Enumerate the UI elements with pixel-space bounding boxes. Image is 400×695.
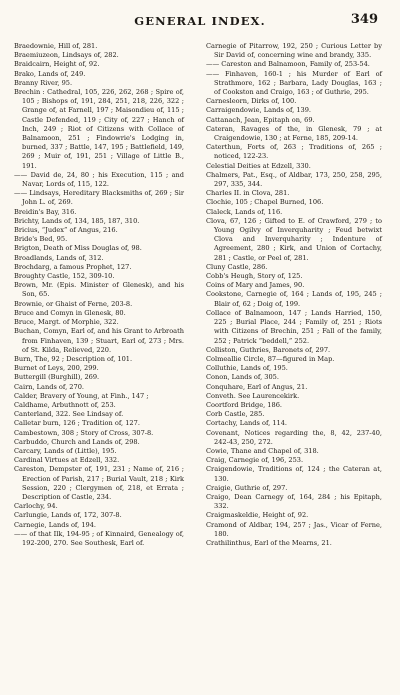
- index-entry: Craigmaskeldie, Height of, 92.: [206, 511, 309, 520]
- index-entry: Carlungie, Lands of, 172, 307-8.: [14, 511, 122, 520]
- index-entry: Clova, 67, 126 ; Gifted to E. of Crawford, 279 ; to Young Ogilvy of Inverquharity ; Feud betwixt Clova and Inverquharity ; Indenture of Agreement, 280 ; Kirk, and Union of Cortachy, 281 ; Castle, or Peel of, 281.: [206, 216, 382, 262]
- index-entry: Crathilinthus, Earl of the Mearns, 21.: [206, 538, 332, 547]
- index-entry: Brichty, Lands of, 134, 185, 187, 310.: [14, 216, 140, 225]
- index-entry: Braemiuzeon, Lindsays of, 282.: [14, 51, 119, 60]
- index-entry: —— David de, 24, 80 ; his Execution, 115 ; and Navar, Lords of, 115, 122.: [14, 170, 184, 189]
- index-entry: Cairn, Lands of, 270.: [14, 382, 84, 391]
- index-entry: Clochie, 105 ; Chapel Burned, 106.: [206, 198, 324, 207]
- index-entry: Conon, Lands of, 305.: [206, 373, 279, 382]
- index-entry: Broadlands, Lands of, 312.: [14, 253, 104, 262]
- index-entry: Brochdarg, a famous Prophet, 127.: [14, 262, 132, 271]
- index-entry: Cardinal Virtues at Edzell, 332.: [14, 456, 120, 465]
- index-entry: Charles II. in Clova, 281.: [206, 189, 290, 198]
- index-entry: Brako, Lands of, 249.: [14, 69, 86, 78]
- index-entry: Cambestown, 308 ; Story of Cross, 307-8.: [14, 428, 154, 437]
- index-entry: Caldhame, Arbuthnott of, 253.: [14, 400, 116, 409]
- index-entry: Celestial Deities at Edzell, 330.: [206, 161, 311, 170]
- index-column-left: [14, 42, 184, 548]
- index-entry: Craig, Carnegie of, 196, 253.: [206, 456, 304, 465]
- index-entry: Craigie, Guthrie of, 297.: [206, 483, 288, 492]
- index-entry: Bruce and Comyn in Glenesk, 80.: [14, 308, 126, 317]
- index-entry: Cobb's Heugh, Story of, 125.: [206, 272, 303, 281]
- index-entry: —— Careston and Balnamoon, Family of, 253-54.: [206, 60, 370, 69]
- index-entry: Carnegie of Pitarrow, 192, 250 ; Curious Letter by Sir David of, concerning wine and brandy, 335.: [206, 42, 382, 60]
- index-entry: Bruce, Margt. of Morphie, 322.: [14, 318, 119, 327]
- index-entry: Carlochy, 94.: [14, 502, 58, 511]
- index-entry: Cateran, Ravages of the, in Glenesk, 79 ; at Craigendowie, 130 ; at Ferne, 185, 209-14.: [206, 124, 382, 143]
- index-entry: Cramond of Aldbar, 194, 257 ; Jas., Vicar of Ferne, 180.: [206, 520, 382, 538]
- index-entry: Calder, Bravery of Young, at Finh., 147 ;: [14, 391, 149, 400]
- page-title: GENERAL INDEX.: [134, 14, 266, 28]
- index-entry: Collace of Balnamoon, 147 ; Lands Harried, 150, 225 ; Burial Place, 244 ; Family of, 251 ; Riots with Citizens of Brechin, 251 ; Fall of the family, 252 ; Patrick “beddell,” 252.: [206, 308, 382, 345]
- index-entry: Conquhare, Earl of Angus, 21.: [206, 382, 308, 391]
- index-entry: Colliston, Guthries, Baronets of, 297.: [206, 345, 331, 354]
- index-column-right: [206, 42, 382, 548]
- index-entry: Canterland, 322. See Lindsay of.: [14, 410, 124, 419]
- index-entry: Cowie, Thane and Chapel of, 318.: [206, 446, 319, 455]
- index-entry: Buchan, Comyn, Earl of, and his Grant to Arbroath from Finhaven, 139 ; Stuart, Earl of, 273 ; Mrs. of St. Kilda, Relieved, 220.: [14, 327, 184, 354]
- running-header: [0, 14, 400, 32]
- index-entry: Branny River, 95.: [14, 78, 73, 87]
- index-entry: —— Finhaven, 160-1 ; his Murder of Earl of Strathmore, 162 ; Barbara, Lady Douglas, 163 ; of Cookston and Craigo, 163 ; of Guthrie, 295.: [206, 69, 382, 97]
- index-entry: Craigendowie, Traditions of, 124 ; the Cateran at, 130.: [206, 465, 382, 483]
- index-entry: —— Lindsays, Hereditary Blacksmiths of, 269 ; Sir John L. of, 269.: [14, 189, 184, 207]
- index-entry: Claleck, Lands of, 116.: [206, 207, 283, 216]
- index-entry: Cortachy, Lands of, 114.: [206, 419, 288, 428]
- index-entry: Corb Castle, 285.: [206, 410, 265, 419]
- index-entry: Caterthun, Forts of, 263 ; Traditions of, 265 ; noticed, 122-23.: [206, 143, 382, 161]
- index-entry: Carraigendowie, Lands of, 139.: [206, 106, 312, 115]
- index-entry: Broughty Castle, 152, 309-10.: [14, 272, 115, 281]
- index-entry: Conveth. See Laurencekirk.: [206, 391, 300, 400]
- index-entry: Burn, The, 92 ; Description of, 101.: [14, 354, 133, 363]
- index-entry: Braedownie, Hill of, 281.: [14, 42, 98, 50]
- index-entry: Buttergill (Burghill), 269.: [14, 373, 100, 382]
- index-entry: Calletar burn, 126 ; Tradition of, 127.: [14, 419, 140, 428]
- index-entry: Carnesleorn, Dirks of, 100.: [206, 97, 297, 106]
- index-entry: Cattanach, Jean, Epitaph on, 69.: [206, 115, 315, 124]
- index-entry: Colluthie, Lands of, 195.: [206, 364, 288, 373]
- index-entry: Breidin's Bay, 316.: [14, 207, 77, 216]
- index-entry: Brechin : Cathedral, 105, 226, 262, 268 ; Spire of, 105 ; Bishops of, 191, 284, 251, 218, 226, 322 ; Grange of, at Farnell, 197 ; Maisondieu of, 115 ; Castle Defended, 119 ; City of, 227 ; Hanch of Inch, 249 ; Riot of Citizens with Collace of Balnamoon, 251 ; Findowrie's Lodging in, burned, 337 ; Battle, 147, 195 ; Battlefield, 149, 269 ; Muir of, 191, 251 ; Village of Little B., 191.: [14, 88, 184, 170]
- index-entry: Bricius, “Judex” of Angus, 216.: [14, 226, 118, 235]
- index-entry: Coins of Mary and James, 90.: [206, 281, 305, 290]
- index-entry: Braidcairn, Height of, 92.: [14, 60, 100, 69]
- index-entry: —— of that Ilk, 194-95 ; of Kinnaird, Genealogy of, 192-200, 270. See Southesk, Earl of.: [14, 529, 184, 547]
- index-entry: Brigton, Death of Miss Douglas of, 98.: [14, 244, 142, 253]
- index-entry: Colmeallie Circle, 87—figured in Map.: [206, 354, 335, 363]
- index-entry: Brownie, or Ghaist of Ferne, 203-8.: [14, 299, 133, 308]
- index-entry: Cluny Castle, 286.: [206, 262, 268, 271]
- index-entry: Brown, Mr. (Epis. Minister of Glenesk), and his Son, 65.: [14, 281, 184, 299]
- index-entry: Covenant, Notices regarding the, 8, 42, 237-40, 242-43, 250, 272.: [206, 428, 382, 446]
- index-entry: Coortford Bridge, 186.: [206, 400, 282, 409]
- index-entry: Carbuddo, Church and Lands of, 298.: [14, 437, 140, 446]
- index-entry: Craigo, Dean Carnegy of, 164, 284 ; his Epitaph, 332.: [206, 492, 382, 511]
- index-entry: Careston, Dempster of, 191, 231 ; Name of, 216 ; Erection of Parish, 217 ; Burial Vault, 218 ; Kirk Session, 220 ; Clergymen of, 218, et Errata ; Description of Castle, 234.: [14, 465, 184, 501]
- index-entry: Chalmers, Pat., Esq., of Aldbar, 173, 250, 258, 295, 297, 335, 344.: [206, 170, 382, 189]
- index-entry: Bride's Bed, 95.: [14, 235, 68, 244]
- index-entry: Carnegie, Lands of, 194.: [14, 520, 97, 529]
- index-entry: Carcary, Lands of (Little), 195.: [14, 446, 117, 455]
- index-entry: Cookstone, Carnegie of, 164 ; Lands of, 195, 245 ; Blair of, 62 ; Doig of, 199.: [206, 290, 382, 308]
- index-entry: Burnet of Leys, 200, 299.: [14, 364, 99, 373]
- page-number: 349: [350, 12, 378, 27]
